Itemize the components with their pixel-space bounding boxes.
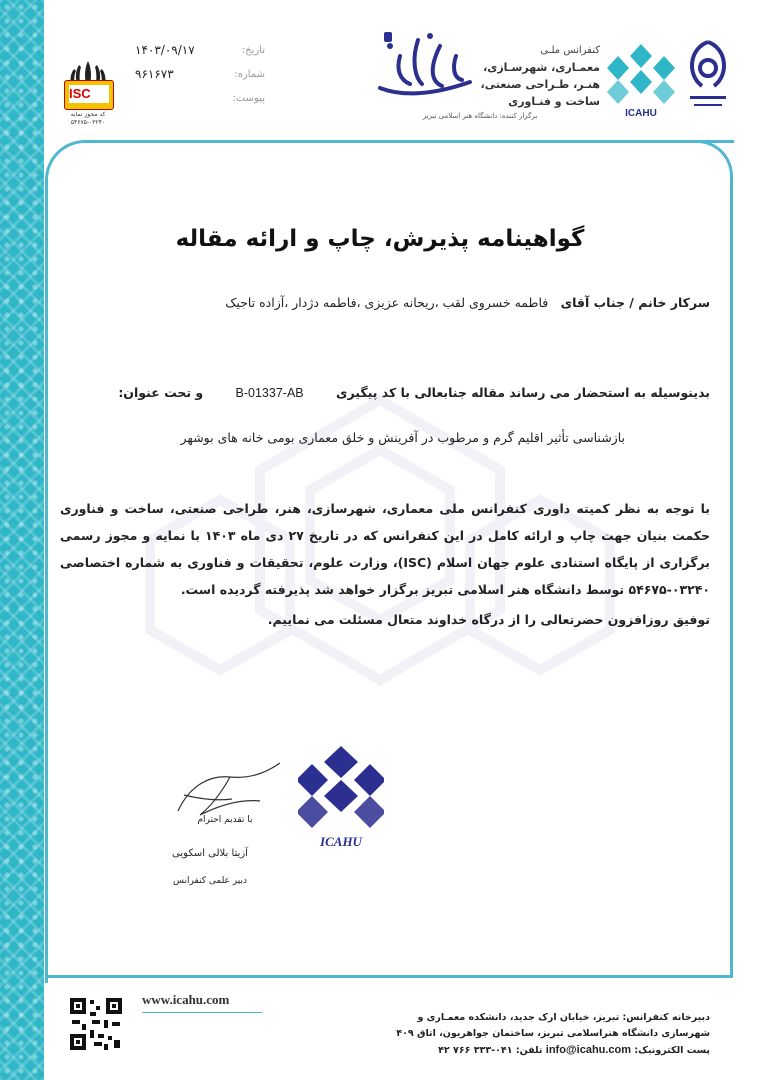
page-frame-bottom-edge — [45, 975, 733, 978]
meta-label: شماره: — [234, 69, 265, 80]
address-line: شهرسازی دانشگاه هنراسلامی تبریز، ساختمان جواهریون، اتاق ۴۰۹ — [396, 1028, 710, 1039]
signatory-name: آزیتا بلالی اسکویی — [172, 848, 248, 859]
conference-title-line: معمـاری، شهرسـازی، — [483, 61, 600, 74]
icahu-logo-text: ICAHU — [625, 108, 657, 119]
footer-divider — [142, 1012, 262, 1013]
meta-label: تاریخ: — [241, 45, 265, 56]
phone-number: ۰۴۱-۳۳۳ ۷۶۶ ۴۲ — [438, 1045, 513, 1056]
meta-row-number — [135, 69, 265, 93]
icahu-stamp-logo-icon — [298, 742, 384, 852]
intro-after-code: و تحت عنوان: — [118, 385, 204, 400]
icahu-logo-icon — [606, 40, 676, 120]
qr-code-icon — [68, 996, 124, 1052]
isc-badge — [64, 80, 114, 110]
isc-license-caption: کد مجوز نمایه ۰۳۲۴۰-۵۴۶۷۵ — [70, 111, 106, 126]
certificate-body: با توجه به نظر کمیته داوری کنفرانس ملی معماری، شهرسازی، هنر، طراحی صنعتی، ساخت و فناوری حکمت بنیان جهت چاپ و ارائه کامل در این کنفرانس که در تاریخ ۲۷ دی ماه ۱۴۰۳ با نمایه و مجوز رسمی برگزاری از پایگاه استنادی علوم جهان اسلام (ISC)، وزارت علوم، تحقیقات و فناوری به شماره اختصاصی ۰۳۲۴۰-۵۴۶۷۵ توسط دانشگاه هنر اسلامی تبریز برگزار خواهد شد پذیرفته گردیده است. — [60, 501, 710, 597]
certificate-title: گواهینامه پذیرش، چاپ و ارائه مقاله — [175, 226, 585, 252]
conference-title-line: هنـر، طـراحی صنعتی، — [480, 78, 600, 91]
isc-badge-label: ISC — [69, 85, 109, 103]
recipient-names: فاطمه خسروی لقب ،ریحانه عزیزی ،فاطمه دژدار ،آزاده تاجیک — [225, 295, 549, 310]
address-line: دبیرخانه کنفرانس: تبریز، خیابان ارک جدید، دانشکده معمـاری و — [417, 1012, 710, 1023]
meta-row-attachment — [135, 93, 265, 117]
signatory-role: دبیر علمی کنفرانس — [173, 876, 247, 886]
email-link[interactable]: info@icahu.com — [545, 1044, 632, 1056]
document-meta — [135, 45, 265, 117]
recipient-line — [60, 295, 710, 310]
meta-row-date — [135, 45, 265, 69]
conference-title-lead: کنفرانس ملـی — [540, 45, 600, 56]
contact-line — [270, 1042, 710, 1059]
stamp-logo-text: ICAHU — [320, 834, 362, 849]
conference-title — [480, 42, 600, 110]
tabriz-islamic-art-university-logo-icon — [680, 34, 736, 120]
paper-title: بازشناسی تأثیر اقلیم گرم و مرطوب در آفرینش و خلق معماری بومی خانه های بوشهر — [180, 430, 625, 445]
hekmat-bonyan-calligraphy-logo — [370, 26, 480, 106]
footer-address — [270, 1010, 710, 1059]
intro-before-code: بدینوسیله به استحضار می رساند مقاله جنابعالی با کد پیگیری — [335, 385, 710, 400]
meta-value: ۱۴۰۳/۰۹/۱۷ — [135, 43, 195, 57]
phone-label: تلفن: — [515, 1045, 543, 1056]
conference-title-line: ساخت و فنـاوری — [508, 95, 600, 108]
meta-value: ۹۶۱۶۷۳ — [135, 67, 174, 81]
tracking-code: B-01337-AB — [235, 386, 304, 400]
recipient-salutation: سرکار خانم / جناب آقای — [560, 295, 710, 310]
intro-line — [60, 385, 710, 400]
signature-greeting: با تقدیم احترام — [197, 815, 253, 825]
conference-organizer: برگزار کننده: دانشگاه هنر اسلامی تبریز — [422, 112, 538, 120]
website-link[interactable]: www.icahu.com — [142, 992, 230, 1007]
decorative-side-strip — [0, 0, 44, 1080]
email-label: پست الکترونیک: — [634, 1045, 710, 1056]
closing-line: توفیق روزافزون حضرتعالی را از درگاه خداوند متعال مسئلت می نماییم. — [267, 612, 710, 627]
page-frame-right-edge — [730, 188, 733, 978]
meta-label: پیوست: — [232, 93, 265, 104]
